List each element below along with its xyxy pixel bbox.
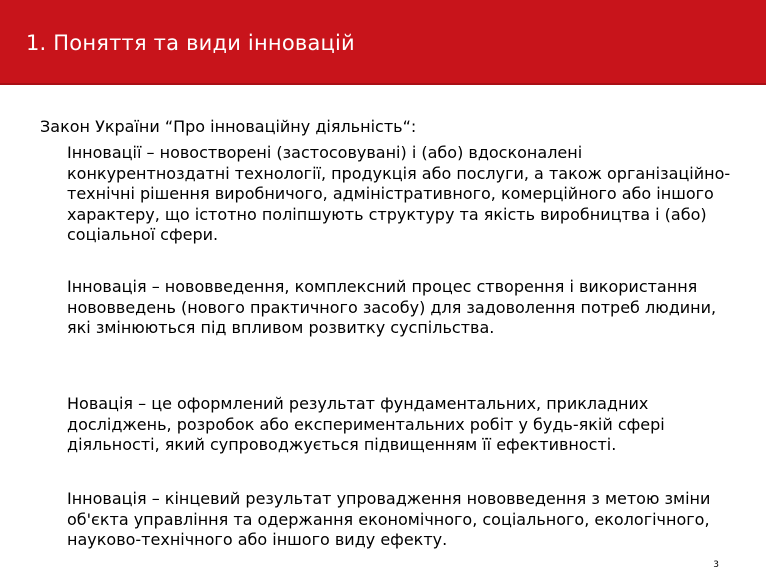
slide-title: 1. Поняття та види інновацій [26,31,355,55]
page-number: 3 [713,560,719,570]
definition-paragraph: Інновація – нововведення, комплексний процес створення і використання нововведень (нового практичного засобу) для задоволення потреб людини, які змінюються під впливом розвитку суспільства. [67,277,717,337]
law-heading: Закон України “Про інноваційну діяльність“: [40,117,417,136]
definition-paragraph: Інновація – кінцевий результат упровадження нововведення з метою зміни об'єкта управління та одержання економічного, соціального, екологічного, науково-технічного або іншого виду ефекту. [67,489,711,549]
definition-paragraph: Інновації – новостворені (застосовувані) і (або) вдосконалені конкурентноздатні технології, продукція або послуги, а також організаційно-технічні рішення виробничого, адміністративного, комерційного або іншого характеру, що істотно поліпшують структуру та якість виробництва і (або) соціальної сфери. [67,143,731,244]
title-bar [0,0,766,85]
definition-paragraph: Новація – це оформлений результат фундаментальних, прикладних досліджень, розробок або експериментальних робіт у будь-якій сфері діяльності, який супроводжується підвищенням її ефективності. [67,394,665,454]
